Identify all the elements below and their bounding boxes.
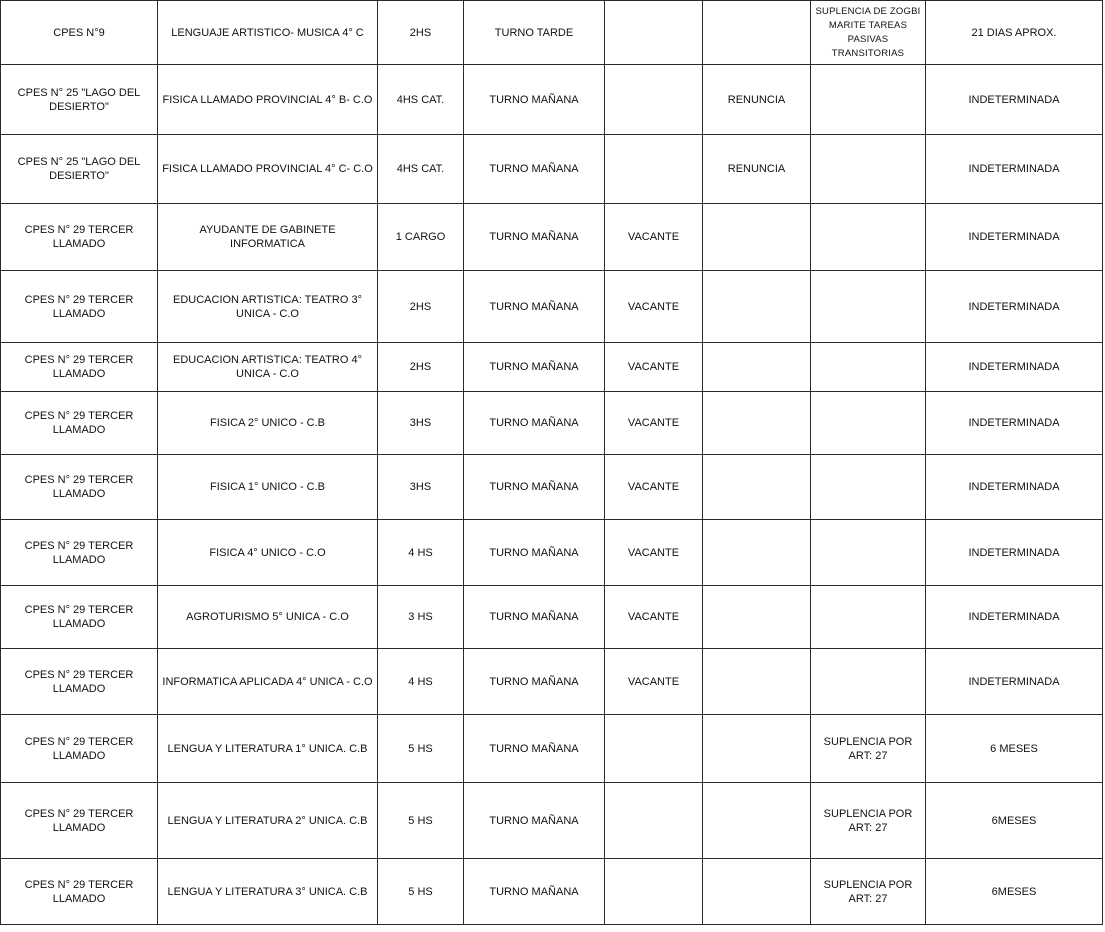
hours-cell: 4 HS [378, 520, 464, 586]
status-cell [605, 715, 703, 783]
hours-cell: 2HS [378, 271, 464, 343]
reason-cell [703, 783, 811, 859]
table-row [1, 135, 1103, 204]
table-row [1, 859, 1103, 925]
hours-cell: 2HS [378, 343, 464, 392]
shift-cell: TURNO MAÑANA [464, 392, 605, 455]
table-row [1, 715, 1103, 783]
subject-cell: AYUDANTE DE GABINETE INFORMATICA [158, 204, 378, 271]
shift-cell: TURNO MAÑANA [464, 649, 605, 715]
subject-cell: LENGUA Y LITERATURA 2° UNICA. C.B [158, 783, 378, 859]
status-cell [605, 65, 703, 135]
school-cell: CPES N° 29 TERCER LLAMADO [1, 715, 158, 783]
status-cell [605, 783, 703, 859]
duration-cell: INDETERMINADA [926, 392, 1103, 455]
school-cell: CPES N° 29 TERCER LLAMADO [1, 455, 158, 520]
reason-cell [703, 1, 811, 65]
status-cell [605, 859, 703, 925]
school-cell: CPES N° 29 TERCER LLAMADO [1, 271, 158, 343]
reason-cell [703, 586, 811, 649]
note-cell: SUPLENCIA POR ART: 27 [811, 715, 926, 783]
note-cell [811, 392, 926, 455]
hours-cell: 5 HS [378, 859, 464, 925]
duration-cell: 6MESES [926, 783, 1103, 859]
shift-cell: TURNO MAÑANA [464, 859, 605, 925]
subject-cell: LENGUAJE ARTISTICO- MUSICA 4° C [158, 1, 378, 65]
status-cell: VACANTE [605, 520, 703, 586]
school-cell: CPES N° 29 TERCER LLAMADO [1, 204, 158, 271]
hours-cell: 4HS CAT. [378, 135, 464, 204]
hours-cell: 3HS [378, 392, 464, 455]
note-cell [811, 204, 926, 271]
school-cell: CPES N° 29 TERCER LLAMADO [1, 343, 158, 392]
shift-cell: TURNO MAÑANA [464, 586, 605, 649]
duration-cell: INDETERMINADA [926, 204, 1103, 271]
shift-cell: TURNO MAÑANA [464, 343, 605, 392]
table-row [1, 783, 1103, 859]
reason-cell [703, 520, 811, 586]
subject-cell: EDUCACION ARTISTICA: TEATRO 4° UNICA - C.O [158, 343, 378, 392]
status-cell: VACANTE [605, 586, 703, 649]
note-cell [811, 65, 926, 135]
reason-cell [703, 859, 811, 925]
table-row [1, 65, 1103, 135]
table-row [1, 392, 1103, 455]
school-cell: CPES N° 29 TERCER LLAMADO [1, 392, 158, 455]
school-cell: CPES N° 25 "LAGO DEL DESIERTO" [1, 135, 158, 204]
note-cell: SUPLENCIA DE ZOGBI MARITE TAREAS PASIVAS TRANSITORIAS [811, 1, 926, 65]
subject-cell: FISICA 1° UNICO - C.B [158, 455, 378, 520]
hours-cell: 3HS [378, 455, 464, 520]
duration-cell: INDETERMINADA [926, 65, 1103, 135]
duration-cell: 21 DIAS APROX. [926, 1, 1103, 65]
status-cell [605, 1, 703, 65]
subject-cell: LENGUA Y LITERATURA 1° UNICA. C.B [158, 715, 378, 783]
shift-cell: TURNO MAÑANA [464, 520, 605, 586]
hours-cell: 5 HS [378, 715, 464, 783]
status-cell: VACANTE [605, 271, 703, 343]
note-cell [811, 649, 926, 715]
hours-cell: 2HS [378, 1, 464, 65]
note-cell [811, 271, 926, 343]
duration-cell: INDETERMINADA [926, 135, 1103, 204]
table-row [1, 1, 1103, 65]
school-cell: CPES N° 29 TERCER LLAMADO [1, 783, 158, 859]
table-row [1, 343, 1103, 392]
note-cell [811, 520, 926, 586]
reason-cell [703, 649, 811, 715]
subject-cell: FISICA 2° UNICO - C.B [158, 392, 378, 455]
table-row [1, 455, 1103, 520]
table-row [1, 586, 1103, 649]
status-cell: VACANTE [605, 343, 703, 392]
note-cell: SUPLENCIA POR ART: 27 [811, 859, 926, 925]
school-cell: CPES N° 29 TERCER LLAMADO [1, 520, 158, 586]
duration-cell: INDETERMINADA [926, 343, 1103, 392]
hours-cell: 4HS CAT. [378, 65, 464, 135]
note-cell [811, 455, 926, 520]
note-cell [811, 586, 926, 649]
school-cell: CPES N° 29 TERCER LLAMADO [1, 859, 158, 925]
note-cell [811, 135, 926, 204]
school-cell: CPES N° 29 TERCER LLAMADO [1, 649, 158, 715]
duration-cell: INDETERMINADA [926, 271, 1103, 343]
table-row [1, 649, 1103, 715]
shift-cell: TURNO MAÑANA [464, 783, 605, 859]
reason-cell [703, 715, 811, 783]
table-row [1, 520, 1103, 586]
duration-cell: INDETERMINADA [926, 520, 1103, 586]
duration-cell: INDETERMINADA [926, 649, 1103, 715]
status-cell: VACANTE [605, 204, 703, 271]
status-cell [605, 135, 703, 204]
subject-cell: FISICA LLAMADO PROVINCIAL 4° B- C.O [158, 65, 378, 135]
reason-cell [703, 271, 811, 343]
shift-cell: TURNO MAÑANA [464, 715, 605, 783]
school-cell: CPES N°9 [1, 1, 158, 65]
subject-cell: AGROTURISMO 5° UNICA - C.O [158, 586, 378, 649]
table-row [1, 271, 1103, 343]
shift-cell: TURNO MAÑANA [464, 65, 605, 135]
status-cell: VACANTE [605, 392, 703, 455]
subject-cell: FISICA 4° UNICO - C.O [158, 520, 378, 586]
reason-cell: RENUNCIA [703, 135, 811, 204]
reason-cell [703, 392, 811, 455]
hours-cell: 5 HS [378, 783, 464, 859]
school-cell: CPES N° 25 "LAGO DEL DESIERTO" [1, 65, 158, 135]
reason-cell [703, 343, 811, 392]
shift-cell: TURNO MAÑANA [464, 135, 605, 204]
subject-cell: LENGUA Y LITERATURA 3° UNICA. C.B [158, 859, 378, 925]
subject-cell: EDUCACION ARTISTICA: TEATRO 3° UNICA - C.O [158, 271, 378, 343]
hours-cell: 1 CARGO [378, 204, 464, 271]
status-cell: VACANTE [605, 455, 703, 520]
duration-cell: 6 MESES [926, 715, 1103, 783]
shift-cell: TURNO TARDE [464, 1, 605, 65]
table-row [1, 204, 1103, 271]
shift-cell: TURNO MAÑANA [464, 204, 605, 271]
reason-cell [703, 204, 811, 271]
reason-cell: RENUNCIA [703, 65, 811, 135]
note-cell [811, 343, 926, 392]
duration-cell: 6MESES [926, 859, 1103, 925]
status-cell: VACANTE [605, 649, 703, 715]
hours-cell: 3 HS [378, 586, 464, 649]
subject-cell: INFORMATICA APLICADA 4° UNICA - C.O [158, 649, 378, 715]
shift-cell: TURNO MAÑANA [464, 455, 605, 520]
subject-cell: FISICA LLAMADO PROVINCIAL 4° C- C.O [158, 135, 378, 204]
hours-cell: 4 HS [378, 649, 464, 715]
note-cell: SUPLENCIA POR ART: 27 [811, 783, 926, 859]
school-cell: CPES N° 29 TERCER LLAMADO [1, 586, 158, 649]
reason-cell [703, 455, 811, 520]
duration-cell: INDETERMINADA [926, 586, 1103, 649]
duration-cell: INDETERMINADA [926, 455, 1103, 520]
shift-cell: TURNO MAÑANA [464, 271, 605, 343]
